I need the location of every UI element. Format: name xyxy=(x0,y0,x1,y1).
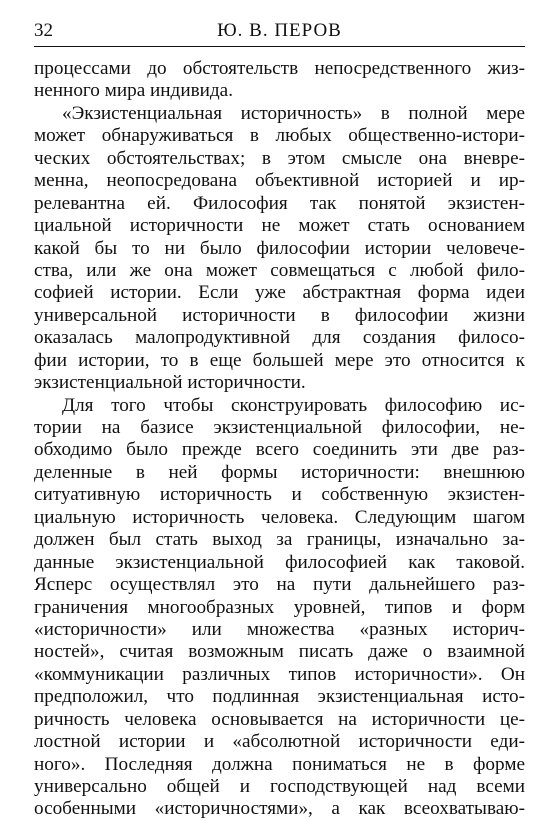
text-line: ного». Последняя должна пониматься не в форме xyxy=(34,753,525,775)
text-line: деленные в ней формы историчности: внешнюю xyxy=(34,461,525,483)
text-line: циальной историчности не может стать основанием xyxy=(34,215,525,237)
text-line: может обнаруживаться в любых общественно-истори- xyxy=(34,125,525,147)
page-number: 32 xyxy=(34,20,53,41)
text-line: универсальной историчности в философии жизни xyxy=(34,304,525,326)
text-line: должен был стать выход за границы, изначально за- xyxy=(34,529,525,551)
text-line: данные экзистенциальной философией как таковой. xyxy=(34,551,525,573)
text-line: софией истории. Если уже абстрактная форма идеи xyxy=(34,282,525,304)
text-line: менна, неопосредована объективной историей и ир- xyxy=(34,170,525,192)
text-line: оказалась малопродуктивной для создания филосо- xyxy=(34,327,525,349)
text-line: граничения многообразных уровней, типов и форм xyxy=(34,596,525,618)
body-text xyxy=(34,58,525,821)
text-line: обходимо было прежде всего соединить эти две раз- xyxy=(34,439,525,461)
text-line: ситуативную историчность и собственную экзистен- xyxy=(34,484,525,506)
text-line: тории на базисе экзистенциальной философии, не- xyxy=(34,417,525,438)
text-line: ричность человека основывается на историчности це- xyxy=(34,708,525,730)
text-line: фии истории, то в еще большей мере это относится к xyxy=(34,349,525,371)
text-line: ства, или же она может совмещаться с любой фило- xyxy=(34,259,525,281)
text-line: циальную историчность человека. Следующим шагом xyxy=(34,506,525,528)
text-line: особенными «историчностями», а как всеохватываю- xyxy=(34,798,525,820)
text-line: лостной истории и «абсолютной историчности еди- xyxy=(34,731,525,753)
text-line: универсально общей и господствующей над всеми xyxy=(34,776,525,797)
text-line: «коммуникации различных типов историчности». Он xyxy=(34,663,525,685)
text-line: экзистенциальной историчности. xyxy=(34,372,306,394)
text-line: ненного мира индивида. xyxy=(34,80,233,102)
text-line: Для того чтобы сконструировать философию ис- xyxy=(62,394,525,416)
text-line: предположил, что подлинная экзистенциальная исто- xyxy=(34,686,525,708)
text-line: процессами до обстоятельств непосредственного жиз- xyxy=(34,58,525,79)
text-line: «историчности» или множества «разных историч- xyxy=(34,618,525,640)
text-line: какой бы то ни было философии истории человече- xyxy=(34,237,525,259)
running-head-author: Ю. В. ПЕРОВ xyxy=(217,20,342,41)
text-line: ностей», считая возможным писать даже о взаимной xyxy=(34,641,525,663)
text-line: «Экзистенциальная историчность» в полной мере xyxy=(62,102,525,124)
text-line: ческих обстоятельствах; в этом смысле она вневре- xyxy=(34,147,525,169)
text-line: Ясперс осуществлял это на пути дальнейшего раз- xyxy=(34,574,525,596)
book-page xyxy=(34,16,525,821)
text-line: релевантна ей. Философия так понятой экзистен- xyxy=(34,192,525,214)
running-header xyxy=(34,16,525,47)
